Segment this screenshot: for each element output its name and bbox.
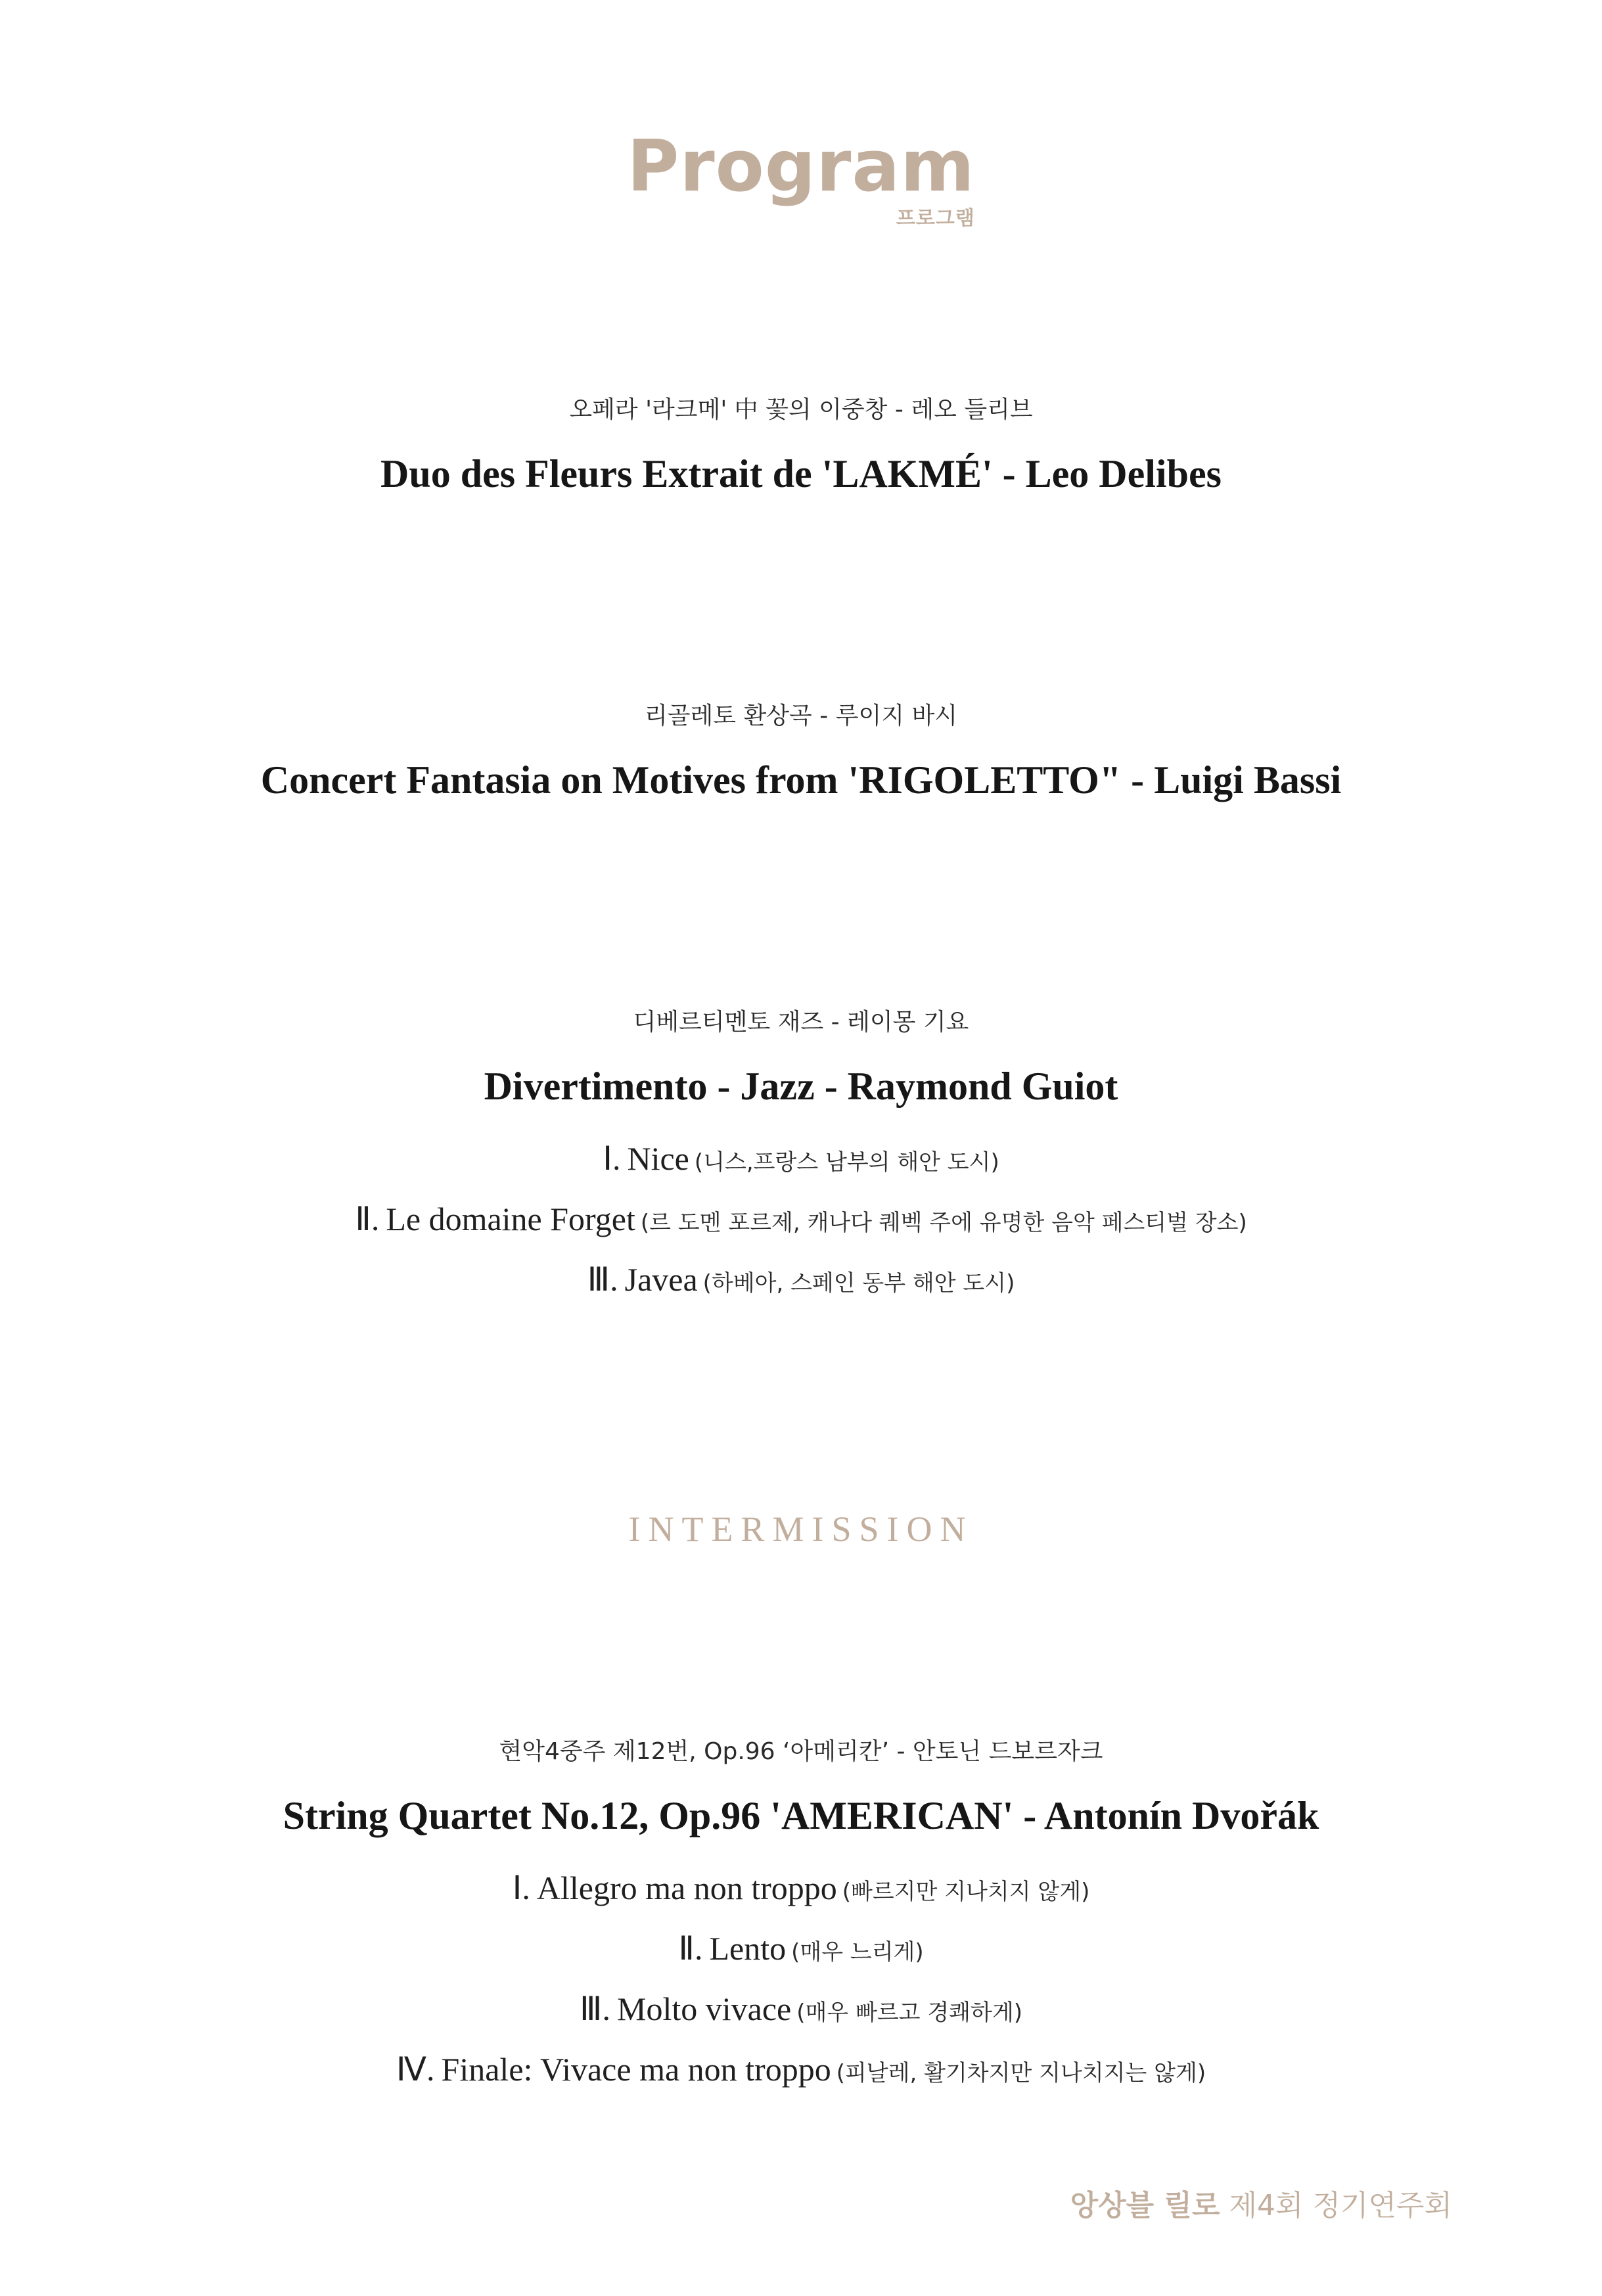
piece-divertimento: [0, 1008, 1602, 1320]
piece-english-title: Concert Fantasia on Motives from 'RIGOLETTO" - Luigi Bassi: [260, 758, 1342, 802]
movement-number: Ⅰ.: [512, 1870, 530, 1907]
movement-note: (피날레, 활기차지만 지나치지는 않게): [836, 2060, 1206, 2087]
movement-title: Javea: [624, 1261, 698, 1298]
movement-item: [0, 1868, 1602, 1908]
movement-title: Lento: [709, 1930, 787, 1967]
movement-item: [0, 2050, 1602, 2089]
movement-title: Molto vivace: [617, 1990, 792, 2028]
movement-title: Finale: Vivace ma non troppo: [441, 2051, 831, 2088]
movement-number: Ⅳ.: [396, 2051, 435, 2088]
ensemble-name: 앙상블 릴로: [1070, 2189, 1220, 2222]
movement-number: Ⅱ.: [355, 1201, 380, 1238]
movement-note: (매우 느리게): [791, 1939, 924, 1966]
movement-title: Nice: [627, 1140, 689, 1178]
movement-item: [0, 1260, 1602, 1299]
movement-list: [0, 1139, 1602, 1299]
piece-rigoletto: [0, 702, 1602, 804]
piece-korean-title: 디베르티멘토 재즈 - 레이몽 기요: [633, 1009, 969, 1036]
piece-lakme: [0, 396, 1602, 497]
program-header: [0, 126, 1602, 230]
footer-concert-info: [1070, 2182, 1452, 2224]
movement-title: Le domaine Forget: [386, 1201, 635, 1238]
piece-english-title: Duo des Fleurs Extrait de 'LAKMÉ' - Leo Delibes: [380, 452, 1222, 496]
movement-number: Ⅲ.: [580, 1990, 610, 2028]
piece-korean-title: 현악4중주 제12번, Op.96 ‘아메리칸’ - 안토닌 드보르자크: [499, 1738, 1103, 1765]
movement-note: (니스,프랑스 남부의 해안 도시): [694, 1149, 999, 1176]
piece-american-quartet: [0, 1737, 1602, 2110]
movement-note: (매우 빠르고 경쾌하게): [796, 2000, 1022, 2027]
intermission-label: INTERMISSION: [628, 1509, 974, 1549]
movement-number: Ⅱ.: [678, 1930, 703, 1967]
page-subtitle: 프로그램: [896, 207, 975, 230]
movement-note: (르 도멘 포르제, 캐나다 퀘벡 주에 유명한 음악 페스티벌 장소): [640, 1210, 1247, 1237]
piece-korean-title: 오페라 '라크메' 中 꽃의 이중창 - 레오 들리브: [569, 396, 1033, 423]
movement-title: Allegro ma non troppo: [536, 1870, 837, 1907]
piece-english-title: String Quartet No.12, Op.96 'AMERICAN' - Antonín Dvořák: [283, 1794, 1319, 1838]
movement-item: [0, 1929, 1602, 1968]
movement-item: [0, 1989, 1602, 2029]
movement-number: Ⅲ.: [587, 1261, 618, 1298]
movement-note: (빠르지만 지나치지 않게): [842, 1879, 1090, 1906]
movement-note: (하베아, 스페인 동부 해안 도시): [702, 1270, 1015, 1297]
movement-list: [0, 1868, 1602, 2089]
movement-item: [0, 1199, 1602, 1239]
page-title: [627, 126, 975, 230]
title-text: Program: [627, 126, 975, 208]
movement-item: [0, 1139, 1602, 1178]
piece-korean-title: 리골레토 환상곡 - 루이지 바시: [644, 702, 958, 729]
concert-name: 제4회 정기연주회: [1229, 2189, 1452, 2222]
movement-number: Ⅰ.: [603, 1140, 621, 1178]
piece-english-title: Divertimento - Jazz - Raymond Guiot: [484, 1065, 1118, 1109]
